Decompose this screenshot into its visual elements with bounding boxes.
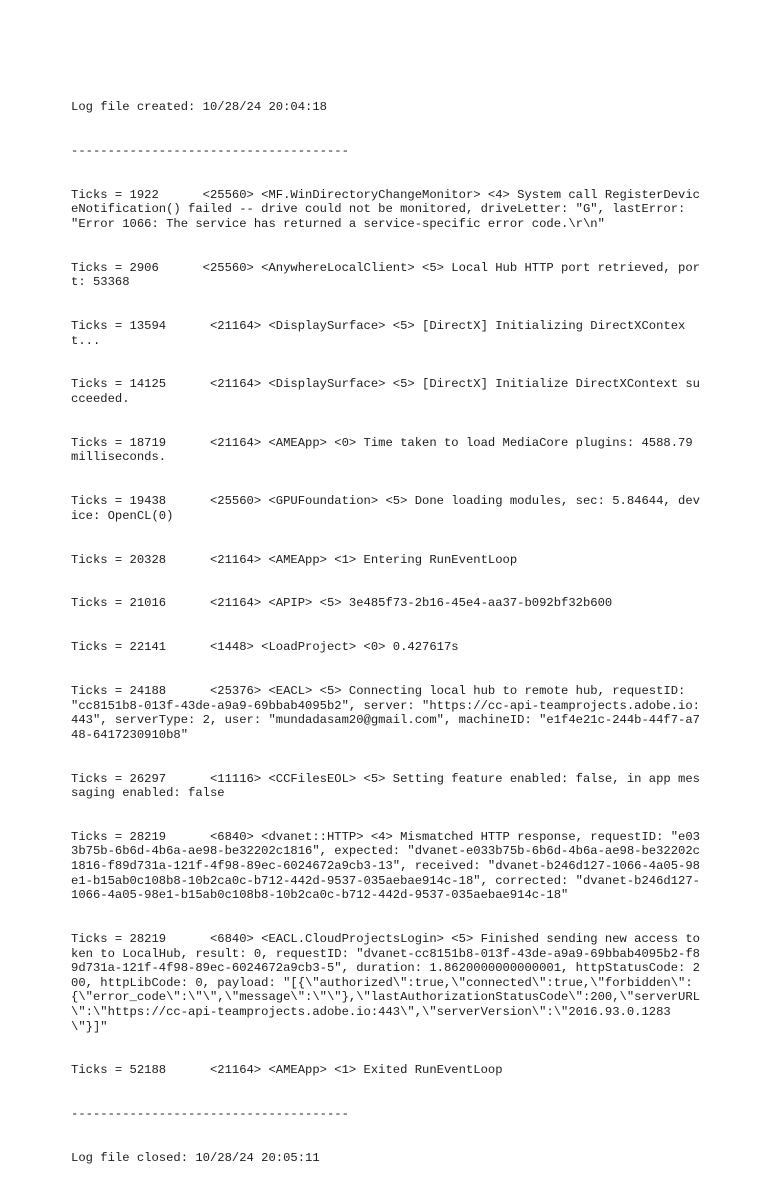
log-entry: Ticks = 22141 <1448> <LoadProject> <0> 0.427617s [71,640,459,655]
log-entry: Ticks = 13594 <21164> <DisplaySurface> <5> [DirectX] Initializing DirectXContext... [71,319,686,348]
log-entry: Ticks = 24188 <25376> <EACL> <5> Connecting local hub to remote hub, requestID: "cc8151b8-013f-43de-a9a9-69bbab4095b2", server: "https://cc-api-teamprojects.adobe.io:443", serverType: 2, user: "mundadasam20@gmail.com", machineID: "e1f4e21c-244b-44f7-a748-6417230910b8" [71,683,700,742]
log-document [71,71,701,1180]
log-header-created: Log file created: 10/28/24 20:04:18 [71,100,327,115]
log-footer-closed: Log file closed: 10/28/24 20:05:11 [71,1150,320,1165]
log-entry: Ticks = 1922 <25560> <MF.WinDirectoryChangeMonitor> <4> System call RegisterDeviceNotification() failed -- drive could not be monitored, driveLetter: "G", lastError: "Error 1066: The service has returned a service-specific error code.\r\n" [71,187,700,231]
log-separator-top: -------------------------------------- [71,143,349,158]
log-entry: Ticks = 20328 <21164> <AMEApp> <1> Entering RunEventLoop [71,552,518,567]
log-separator-bottom: -------------------------------------- [71,1107,349,1122]
log-entry: Ticks = 28219 <6840> <EACL.CloudProjectsLogin> <5> Finished sending new access token to LocalHub, result: 0, requestID: "dvanet-cc8151b8-013f-43de-a9a9-69bbab4095b2-f89d731a-121f-4f98-89ec-6024672a9cb3-5", duration: 1.8620000000000001, httpStatusCode: 200, httpLibCode: 0, payload: "[{\"authorized\":true,\"connected\":true,\"forbidden\":{\"error_code\":\"\",\"message\":\"\"},\"lastAuthorizationStatusCode\":200,\"serverURL\":\"https://cc-api-teamprojects.adobe.io:443\",\"serverVersion\":\"2016.93.0.1283\"}]" [71,932,700,1034]
log-entry: Ticks = 14125 <21164> <DisplaySurface> <5> [DirectX] Initialize DirectXContext succeeded. [71,377,700,407]
log-entry: Ticks = 2906 <25560> <AnywhereLocalClient> <5> Local Hub HTTP port retrieved, port: 53368 [71,260,700,290]
log-entry: Ticks = 19438 <25560> <GPUFoundation> <5> Done loading modules, sec: 5.84644, device: OpenCL(0) [71,494,700,523]
log-entry: Ticks = 26297 <11116> <CCFilesEOL> <5> Setting feature enabled: false, in app messaging enabled: false [71,771,700,801]
log-entry: Ticks = 18719 <21164> <AMEApp> <0> Time taken to load MediaCore plugins: 4588.79 milliseconds. [71,435,700,465]
log-entry: Ticks = 21016 <21164> <APIP> <5> 3e485f73-2b16-45e4-aa37-b092bf32b600 [71,596,613,611]
log-entry: Ticks = 52188 <21164> <AMEApp> <1> Exited RunEventLoop [71,1063,503,1078]
log-entry: Ticks = 28219 <6840> <dvanet::HTTP> <4> Mismatched HTTP response, requestID: "e033b75b-6b6d-4b6a-ae98-be32202c1816", expected: "dvanet-e033b75b-6b6d-4b6a-ae98-be32202c1816-f89d731a-121f-4f98-89ec-6024672a9cb3-13", received: "dvanet-b246d127-1066-4a05-98e1-b15ab0c108b8-10b2ca0c-b712-442d-9537-035aebae914c-18", corrected: "dvanet-b246d127-1066-4a05-98e1-b15ab0c108b8-10b2ca0c-b712-442d-9537-035aebae914c-18" [71,829,700,903]
